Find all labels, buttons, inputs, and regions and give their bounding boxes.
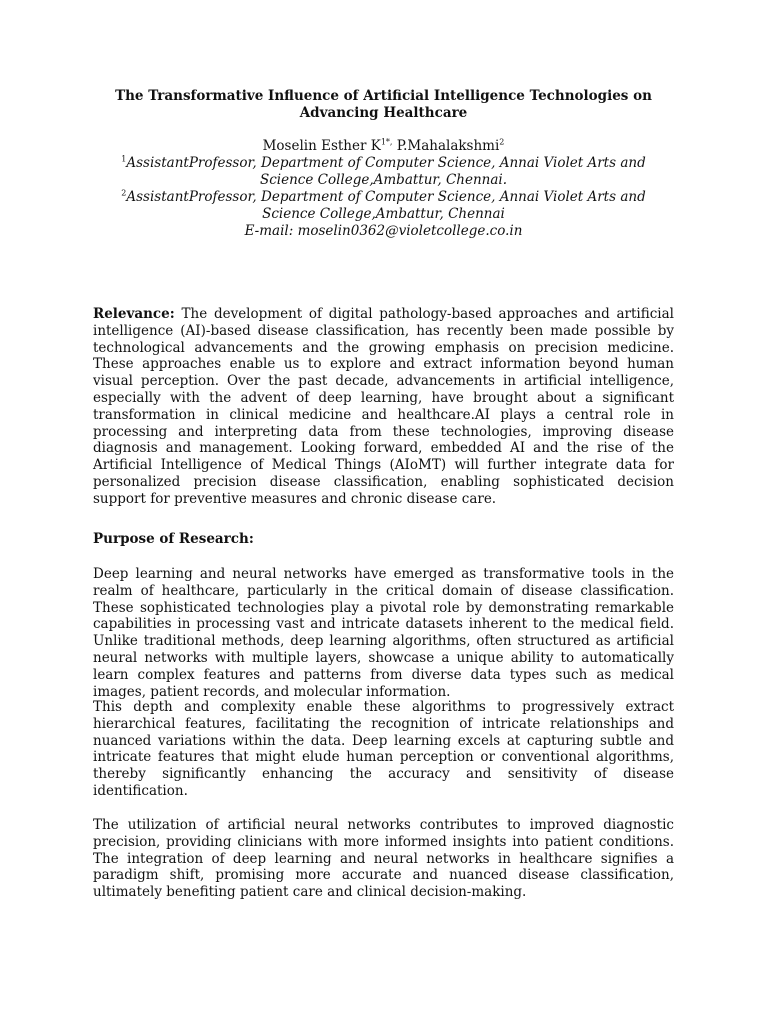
author-line: [93, 138, 674, 155]
relevance-text: The development of digital pathology-based approaches and artificial intelligence (AI)-based disease classification, has recently been made possible by technological advancements and the growing emphasis on precision medicine. These approaches enable us to explore and extract information beyond human visual perception. Over the past decade, advancements in artificial intelligence, especially with the advent of deep learning, have brought about a significant transformation in clinical medicine and healthcare.AI plays a central role in processing and interpreting data from these technologies, improving disease diagnosis and management. Looking forward, embedded AI and the rise of the Artificial Intelligence of Medical Things (AIoMT) will further integrate data for personalized precision disease classification, enabling sophisticated decision support for preventive measures and chronic disease care.: [93, 306, 674, 507]
author-2-superscript: 2: [499, 137, 505, 147]
relevance-label: Relevance:: [93, 306, 175, 322]
purpose-paragraph-2: This depth and complexity enable these algorithms to progressively extract hierarchical features, facilitating the recognition of intricate relationships and nuanced variations within the data. Deep learning excels at capturing subtle and intricate features that might elude human perception or conventional algorithms, thereby significantly enhancing the accuracy and sensitivity of disease identification.: [93, 699, 674, 799]
author-1-superscript: 1*,: [380, 137, 393, 147]
author-2-name: P.Mahalakshmi: [396, 138, 500, 154]
affiliation-1: [93, 155, 674, 189]
affiliation-1-text: AssistantProfessor, Department of Computer Science, Annai Violet Arts and Science College,Ambattur, Chennai.: [126, 155, 646, 188]
affiliation-1-superscript: 1: [121, 154, 127, 164]
purpose-paragraph-3: The utilization of artificial neural networks contributes to improved diagnostic precision, providing clinicians with more informed insights into patient conditions. The integration of deep learning and neural networks in healthcare signifies a paradigm shift, promising more accurate and nuanced disease classification, ultimately benefiting patient care and clinical decision-making.: [93, 817, 674, 901]
paper-title: The Transformative Influence of Artificial Intelligence Technologies on Advancing Healthcare: [115, 88, 652, 121]
author-email: E-mail: moselin0362@violetcollege.co.in: [244, 223, 523, 239]
purpose-paragraph-1: Deep learning and neural networks have emerged as transformative tools in the realm of healthcare, particularly in the critical domain of disease classification. These sophisticated technologies play a pivotal role by demonstrating remarkable capabilities in processing vast and intricate datasets inherent to the medical field. Unlike traditional methods, deep learning algorithms, often structured as artificial neural networks with multiple layers, showcase a unique ability to automatically learn complex features and patterns from diverse data types such as medical images, patient records, and molecular information.: [93, 566, 674, 700]
affiliation-2-superscript: 2: [121, 188, 127, 198]
purpose-heading: Purpose of Research:: [93, 531, 254, 547]
author-1-name: Moselin Esther K: [262, 138, 381, 154]
relevance-paragraph: [93, 306, 674, 508]
affiliation-2-text: AssistantProfessor, Department of Computer Science, Annai Violet Arts and Science College,Ambattur, Chennai: [126, 189, 646, 222]
affiliation-2: [93, 189, 674, 223]
